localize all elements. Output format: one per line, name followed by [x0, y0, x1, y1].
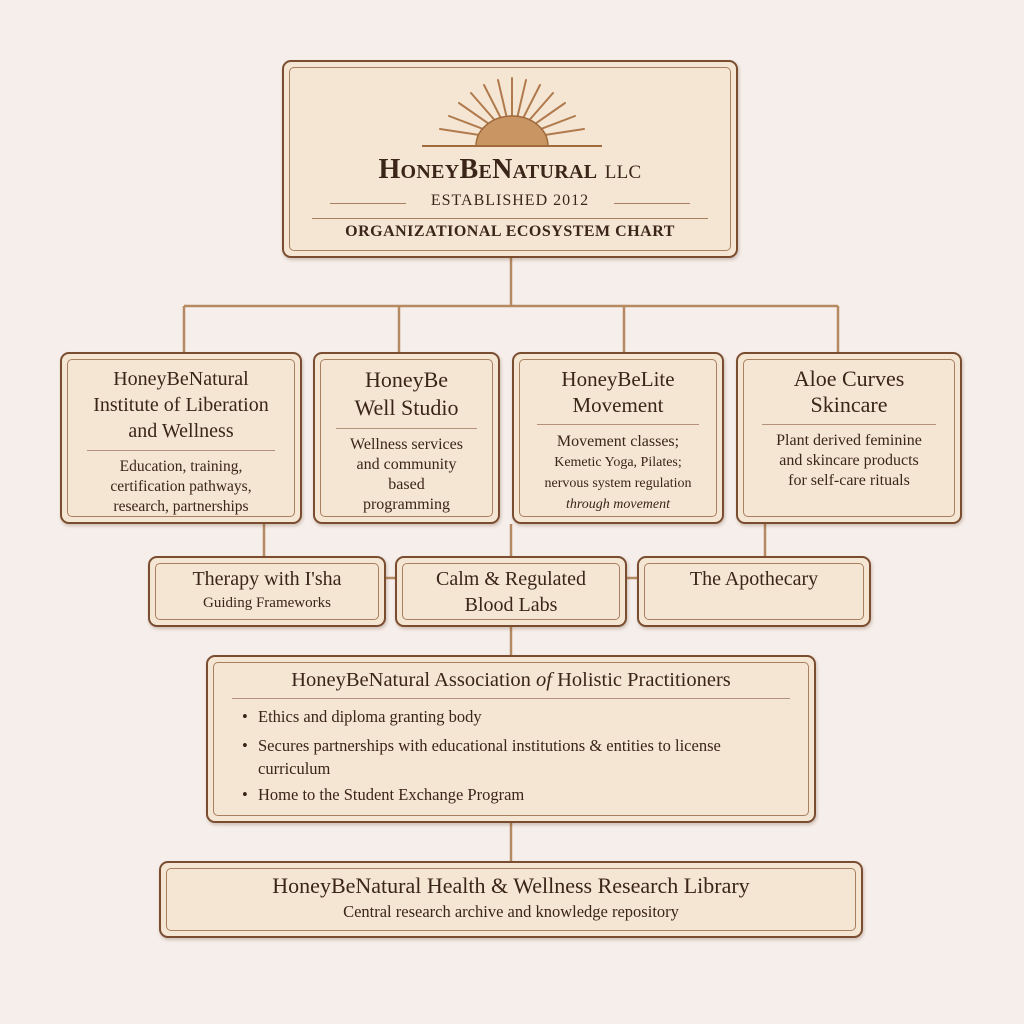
org-name: [325, 366, 488, 422]
org-name: [397, 566, 625, 618]
company-title: HoneyBeNatural LLC: [378, 154, 642, 185]
org-name-line: HoneyBe: [364, 367, 449, 392]
org-name-line: Blood Labs: [464, 594, 558, 616]
divider: [762, 424, 936, 425]
desc-line: and skincare products: [779, 452, 919, 469]
org-name-line: Calm & Regulated: [436, 568, 586, 590]
org-description: Central research archive and knowledge repository: [343, 902, 679, 921]
bullet-item: • Secures partnerships with educational institutions & entities to license curriculum: [242, 734, 790, 780]
org-box-institute: [60, 352, 302, 524]
association-bullet-list: [232, 705, 790, 806]
org-box-well-studio: [313, 352, 500, 524]
desc-line: Wellness services: [350, 436, 463, 453]
org-box-skincare: [736, 352, 962, 524]
company-suffix: LLC: [604, 162, 642, 183]
desc-line: through movement: [565, 497, 671, 512]
org-description: [72, 457, 290, 517]
org-name: HoneyBeNatural Health & Wellness Research Library: [272, 873, 750, 898]
org-name-line: Institute of Liberation: [93, 394, 269, 416]
org-name-part: Holistic Practitioners: [557, 669, 731, 691]
desc-line: nervous system regulation: [544, 476, 692, 491]
org-name: [232, 666, 790, 694]
desc-line: Education, training,: [119, 458, 243, 475]
header-box: [282, 60, 738, 258]
divider: [87, 450, 274, 451]
org-name: Therapy with I'sha: [192, 568, 342, 590]
org-name-line: Skincare: [810, 392, 888, 417]
org-name-line: HoneyBeLite: [561, 367, 675, 391]
desc-line: research, partnerships: [113, 498, 249, 515]
desc-line: and community: [356, 456, 457, 473]
org-box-movement: [512, 352, 724, 524]
desc-line: programming: [362, 496, 451, 513]
desc-line: Movement classes;: [556, 433, 680, 450]
org-description: [524, 431, 712, 515]
org-box-association: [206, 655, 816, 823]
org-name-line: Well Studio: [354, 395, 459, 420]
chart-subtitle: ORGANIZATIONAL ECOSYSTEM CHART: [345, 223, 675, 240]
desc-line: Plant derived feminine: [776, 432, 922, 449]
org-name: [524, 366, 712, 418]
org-box-therapy: [148, 556, 386, 627]
desc-line: based: [388, 476, 425, 493]
sunburst-logo-icon: [412, 74, 612, 154]
org-box-library: [159, 861, 863, 938]
divider-wide: [312, 218, 708, 219]
org-name: [72, 366, 290, 444]
established-label: ESTABLISHED 2012: [430, 192, 590, 209]
org-name-line: Aloe Curves: [793, 366, 905, 391]
bullet-item: • Home to the Student Exchange Program: [242, 783, 790, 806]
org-name-part: of: [536, 669, 552, 691]
divider: [232, 698, 790, 699]
org-name-line: and Wellness: [128, 420, 234, 442]
org-description: [325, 435, 488, 515]
divider: [537, 424, 699, 425]
desc-line: for self-care rituals: [788, 472, 910, 489]
org-name-line: Movement: [572, 393, 664, 417]
org-description: Guiding Frameworks: [203, 595, 331, 611]
bullet-item: • Ethics and diploma granting body: [242, 705, 790, 728]
desc-line: Kemetic Yoga, Pilates;: [554, 455, 682, 470]
org-name-line: HoneyBeNatural: [113, 368, 249, 390]
org-name-part: HoneyBeNatural Association: [291, 669, 531, 691]
org-name: The Apothecary: [689, 568, 819, 590]
org-box-apothecary: [637, 556, 871, 627]
org-name: [748, 366, 950, 418]
org-description: [748, 431, 950, 491]
divider: [336, 428, 476, 429]
org-box-blood-labs: [395, 556, 627, 627]
desc-line: certification pathways,: [110, 478, 252, 495]
